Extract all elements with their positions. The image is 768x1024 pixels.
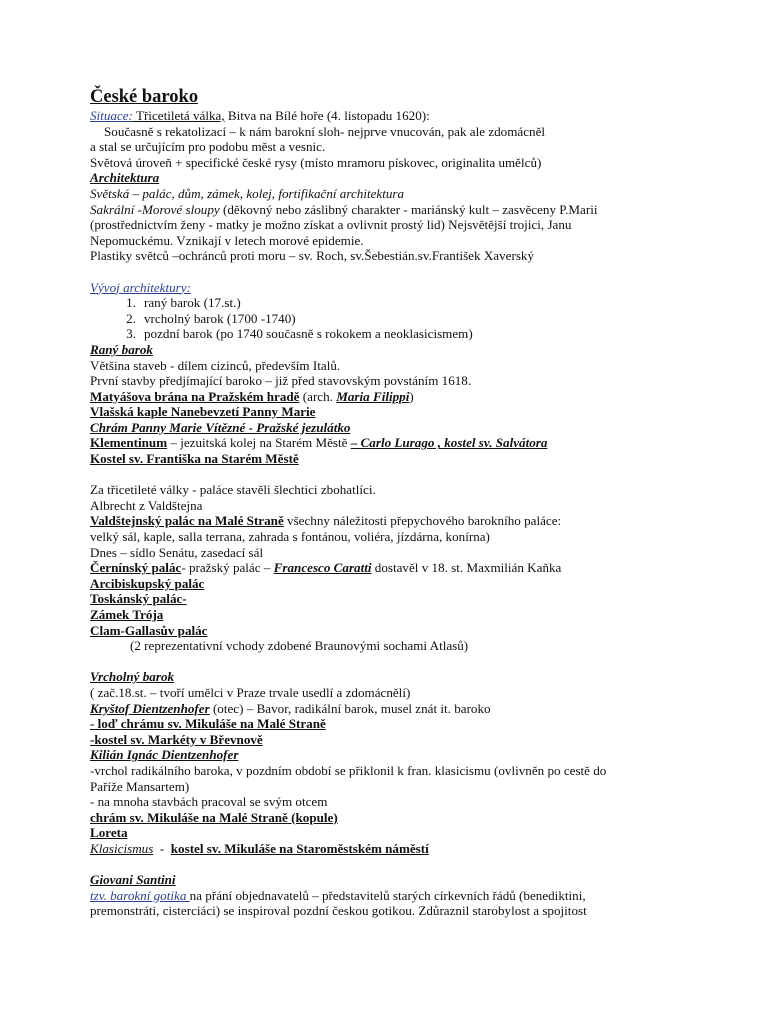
valdstejn-line3: Dnes – sídlo Senátu, zasedací sál xyxy=(90,544,264,560)
vyvoj-item-number: 1. xyxy=(126,295,136,311)
cernin-text2: dostavěl v 18. st. Maxmilián Kaňka xyxy=(371,560,562,576)
clam-gallas-palac: Clam-Gallasův palác xyxy=(90,622,208,638)
klementinum-text: – jezuitská kolej na Starém Městě xyxy=(167,435,351,451)
valdstejn-name: Valdštejnský palác na Malé Straně xyxy=(90,513,284,529)
chram-panny-marie: Chrám Panny Marie Vítězné - Pražské jezulátko xyxy=(90,419,351,435)
vrcholny-line1: ( zač.18.st. – tvoří umělci v Praze trvale usedlí a zdomácnělí) xyxy=(90,684,411,700)
krystof-line xyxy=(90,701,750,717)
klasicismus-sep: - xyxy=(153,840,171,856)
situace-text-underlined: Třicetiletá válka, xyxy=(132,108,225,123)
valdstejn-line xyxy=(90,513,750,529)
cernin-architect: Francesco Caratti xyxy=(273,560,372,576)
santini-label: tzv. barokní gotika xyxy=(90,887,190,903)
cernin-text1: - pražský palác – xyxy=(181,560,274,576)
santini-line2: premonstráti, cisterciáci) se inspiroval pozdní českou gotikou. Zdůraznil starobylost a spojitost xyxy=(90,903,587,919)
santini-text: na přání objednavatelů – představitelů starých církevních řádů (benediktini, xyxy=(189,887,586,903)
kostel-frantiska: Kostel sv. Františka na Starém Městě xyxy=(90,451,299,467)
architektura-line3: Nepomuckému. Vznikají v letech morové epidemie. xyxy=(90,232,364,248)
vyvoj-item-number: 3. xyxy=(126,326,136,342)
clam-gallas-note: (2 reprezentativní vchody zdobené Braunovými sochami Atlasů) xyxy=(130,638,469,654)
matyas-mid: (arch. xyxy=(299,388,337,404)
architektura-sakralni xyxy=(90,202,750,218)
vyvoj-item xyxy=(90,295,750,311)
architektura-svetska: Světská – palác, dům, zámek, kolej, fortifikační architektura xyxy=(90,185,405,201)
vyvoj-heading: Vývoj architektury: xyxy=(90,279,191,295)
spacer xyxy=(90,467,750,483)
para1-line3: Světová úroveň + specifické české rysy (místo mramoru pískovec, originalita umělců) xyxy=(90,154,542,170)
para1-line2: a stal se určujícím pro podobu měst a vesnic. xyxy=(90,139,326,155)
document-body xyxy=(90,86,750,919)
matyas-name: Matyášova brána na Pražském hradě xyxy=(90,388,300,404)
marketa-brevnov: -kostel sv. Markéty v Břevnově xyxy=(90,731,263,747)
sakralni-text: (děkovný nebo záslibný charakter - mariánský kult – zasvěceny P.Marii xyxy=(219,201,598,217)
vyvoj-item-text: raný barok (17.st.) xyxy=(144,295,241,311)
vyvoj-item-text: vrcholný barok (1700 -1740) xyxy=(144,310,296,326)
vrcholny-heading: Vrcholný barok xyxy=(90,669,175,685)
valdstejn-line2: velký sál, kaple, salla terrana, zahrada s fontánou, voliéra, jízdárna, konírna) xyxy=(90,529,490,545)
situace-text: Bitva na Bílé hoře (4. listopadu 1620): xyxy=(224,108,430,123)
kilian-line2: Paříže Mansartem) xyxy=(90,778,190,794)
arcibiskupsky-palac: Arcibiskupský palác xyxy=(90,575,205,591)
cernin-line xyxy=(90,560,750,576)
spacer xyxy=(90,654,750,670)
klementinum-line xyxy=(90,435,750,451)
vyvoj-item-text: pozdní barok (po 1740 současně s rokokem a neoklasicismem) xyxy=(144,326,473,342)
zamek-troja: Zámek Trója xyxy=(90,607,164,622)
santini-heading: Giovani Santini xyxy=(90,872,176,888)
toskansky-palac: Toskánský palác- xyxy=(90,591,187,607)
palace-line2: Albrecht z Valdštejna xyxy=(90,497,203,513)
cernin-name: Černínský palác xyxy=(90,560,182,576)
architektura-heading: Architektura xyxy=(90,170,160,186)
spacer xyxy=(90,264,750,280)
spacer xyxy=(90,857,750,873)
klementinum-architect: – Carlo Lurago , kostel sv. Salvátora xyxy=(350,435,548,451)
krystof-name: Kryštof Dientzenhofer xyxy=(90,700,210,716)
kilian-name: Kilián Ignác Dientzenhofer xyxy=(90,747,239,763)
vyvoj-item xyxy=(90,311,750,327)
architektura-line2: (prostřednictvím ženy - matky je možno získat a ovlivnit prostý lid) Nejsvětější trojici, Janu xyxy=(90,217,572,233)
matyas-architect: Maria Filippi xyxy=(336,388,410,404)
matyas-end: ) xyxy=(409,388,414,404)
page-title: České baroko xyxy=(90,87,199,107)
vyvoj-item xyxy=(90,326,750,342)
chram-mikulase-kopule: chrám sv. Mikuláše na Malé Straně (kopule) xyxy=(90,809,338,825)
rany-heading: Raný barok xyxy=(90,341,153,357)
architektura-line4: Plastiky světců –ochránců proti moru – sv. Roch, sv.Šebestián.sv.František Xaverský xyxy=(90,248,535,264)
santini-line1 xyxy=(90,888,750,904)
sakralni-label: Sakrální -Morové sloupy xyxy=(90,201,220,217)
vlasska-kaple: Vlašská kaple Nanebevzetí Panny Marie xyxy=(90,404,316,420)
klasicismus-text: kostel sv. Mikuláše na Staroměstském náměstí xyxy=(170,840,429,856)
klasicismus-line xyxy=(90,841,750,857)
matyas-line xyxy=(90,389,750,405)
vyvoj-item-number: 2. xyxy=(126,310,136,326)
klasicismus-label: Klasicismus xyxy=(90,840,154,856)
kilian-line1: -vrchol radikálního baroka, v pozdním období se přiklonil k fran. klasicismu (ovlivněn po cestě do xyxy=(90,762,607,778)
para1-line1: Současně s rekatolizací – k nám barokní sloh- nejprve vnucován, pak ale zdomácněl xyxy=(104,123,546,139)
situace-label: Situace: xyxy=(90,108,133,123)
krystof-text: (otec) – Bavor, radikální barok, musel znát it. baroko xyxy=(209,700,491,716)
palace-line1: Za třicetileté války - paláce stavěli šlechtici zbohatlíci. xyxy=(90,482,376,498)
kilian-line3: - na mnoha stavbách pracoval se svým otcem xyxy=(90,794,328,810)
situace-line xyxy=(90,108,750,124)
rany-line2: První stavby předjímající baroko – již před stavovským povstáním 1618. xyxy=(90,373,472,389)
loreta: Loreta xyxy=(90,825,128,841)
mikulas-lod: - loď chrámu sv. Mikuláše na Malé Straně xyxy=(90,716,326,732)
valdstejn-text: všechny náležitosti přepychového barokního paláce: xyxy=(283,513,562,529)
rany-line1: Většina staveb - dílem cizinců, především Italů. xyxy=(90,357,341,373)
klementinum-name: Klementinum xyxy=(90,435,168,451)
